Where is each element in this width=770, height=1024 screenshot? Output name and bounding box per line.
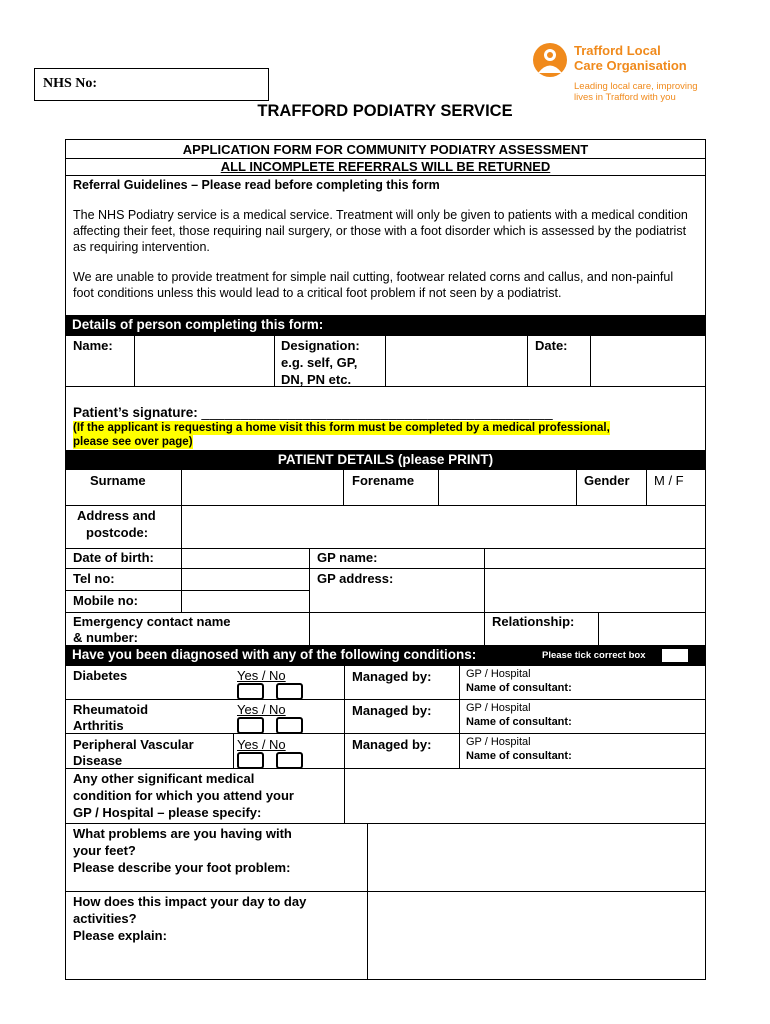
org-name-line1: Trafford Local — [574, 43, 661, 58]
patient-signature-row[interactable] — [73, 404, 553, 422]
org-tagline-line1: Leading local care, improving — [574, 81, 698, 92]
problems-label-line3: Please describe your foot problem: — [73, 860, 291, 875]
organisation-logo — [532, 40, 722, 106]
pvd-yesno-divider — [233, 733, 234, 769]
other-label-line3: GP / Hospital – please specify: — [73, 805, 262, 820]
emergency-label-cell — [65, 612, 310, 646]
guidelines-paragraph-1: The NHS Podiatry service is a medical service. Treatment will only be given to patients with a medical condition affecting their feet, those requiring nail surgery, or those with a foot disorder which is assessed by the podiatrist as requiring intervention. — [73, 208, 688, 254]
warning-divider — [65, 175, 706, 176]
ra-gp-hospital[interactable]: GP / Hospital — [466, 702, 531, 714]
patient-signature-line[interactable]: _____________________________________________ — [201, 405, 553, 420]
gender-label: Gender — [584, 473, 630, 488]
pvd-managed-divider — [344, 733, 345, 769]
foot-problems-input[interactable] — [367, 823, 706, 892]
diabetes-yes-checkbox[interactable] — [237, 683, 264, 700]
completer-section-header — [65, 315, 706, 336]
gender-options: M / F — [654, 473, 684, 488]
diabetes-managed-by-label: Managed by: — [352, 669, 432, 684]
address-label-cell — [65, 505, 182, 549]
diabetes-gp-divider — [459, 665, 460, 700]
name-label-cell — [65, 335, 135, 387]
surname-input[interactable] — [181, 469, 344, 506]
tick-note: Please tick correct box — [542, 650, 646, 661]
diabetes-yes-no: Yes / No — [237, 668, 286, 683]
completer-section-title: Details of person completing this form: — [72, 317, 324, 332]
conditions-section-header — [65, 645, 706, 666]
diabetes-no-checkbox[interactable] — [276, 683, 303, 700]
incomplete-warning: ALL INCOMPLETE REFERRALS WILL BE RETURNED — [220, 159, 551, 174]
date-label: Date: — [535, 338, 568, 353]
relationship-label: Relationship: — [492, 614, 575, 629]
surname-label-cell — [65, 469, 182, 506]
ra-consultant-label: Name of consultant: — [466, 716, 572, 728]
pvd-label-line2: Disease — [73, 753, 123, 768]
gp-address-label: GP address: — [317, 571, 394, 586]
impact-label-line3: Please explain: — [73, 928, 167, 943]
diabetes-gp-hospital[interactable]: GP / Hospital — [466, 668, 531, 680]
nhs-number-box[interactable] — [34, 68, 269, 101]
other-label-line1: Any other significant medical — [73, 771, 255, 786]
problems-label-line2: your feet? — [73, 843, 136, 858]
ra-managed-by-label: Managed by: — [352, 703, 432, 718]
emergency-label-line2: & number: — [73, 630, 138, 645]
forename-label-cell — [343, 469, 439, 506]
address-input[interactable] — [181, 505, 706, 549]
pvd-managed-by-label: Managed by: — [352, 737, 432, 752]
ra-yes-checkbox[interactable] — [237, 717, 264, 734]
ra-gp-divider — [459, 699, 460, 734]
completer-date-input[interactable] — [590, 335, 706, 387]
problems-label-line1: What problems are you having with — [73, 826, 292, 841]
dob-input[interactable] — [181, 548, 310, 569]
relationship-label-cell — [484, 612, 599, 646]
ra-managed-divider — [344, 699, 345, 734]
ra-no-checkbox[interactable] — [276, 717, 303, 734]
designation-label-line3: DN, PN etc. — [281, 372, 352, 387]
pvd-gp-divider — [459, 733, 460, 769]
patient-section-header — [65, 450, 706, 470]
gp-name-label: GP name: — [317, 550, 378, 565]
tel-label-cell — [65, 568, 182, 591]
designation-label-line2: e.g. self, GP, — [281, 355, 358, 370]
address-label-line2: postcode: — [86, 525, 149, 540]
emergency-contact-input[interactable] — [309, 612, 485, 646]
designation-label-line1: Designation: — [281, 338, 360, 353]
org-tagline-line2: lives in Trafford with you — [574, 92, 676, 103]
page-title: TRAFFORD PODIATRY SERVICE — [257, 102, 513, 120]
other-label-line2: condition for which you attend your — [73, 788, 294, 803]
conditions-section-title: Have you been diagnosed with any of the following conditions: — [72, 647, 477, 662]
diabetes-managed-divider — [344, 665, 345, 700]
org-name-line2: Care Organisation — [574, 58, 687, 73]
mobile-label: Mobile no: — [73, 593, 138, 608]
patient-section-title: PATIENT DETAILS (please PRINT) — [277, 452, 494, 467]
nhs-number-label: NHS No: — [43, 76, 98, 91]
ra-label-line1: Rheumatoid — [73, 702, 149, 717]
address-label-line1: Address and — [77, 508, 156, 523]
ra-yes-no: Yes / No — [237, 702, 286, 717]
gp-address-input[interactable] — [484, 568, 706, 613]
pvd-yes-no: Yes / No — [237, 737, 286, 752]
patient-signature-label: Patient’s signature: — [73, 405, 202, 420]
gender-label-cell — [576, 469, 647, 506]
dob-label-cell — [65, 548, 182, 569]
tel-label: Tel no: — [73, 571, 115, 586]
ra-label-line2: Arthritis — [73, 718, 124, 733]
pvd-yes-checkbox[interactable] — [237, 752, 264, 769]
date-label-cell — [527, 335, 591, 387]
pvd-no-checkbox[interactable] — [276, 752, 303, 769]
impact-input[interactable] — [367, 891, 706, 980]
diabetes-consultant-label: Name of consultant: — [466, 682, 572, 694]
mobile-label-cell — [65, 590, 182, 613]
diabetes-label: Diabetes — [73, 668, 128, 683]
tel-input[interactable] — [181, 568, 310, 591]
pvd-consultant-label: Name of consultant: — [466, 750, 572, 762]
logo-icon — [532, 42, 568, 78]
gp-name-input[interactable] — [484, 548, 706, 569]
home-visit-note-line2: please see over page) — [73, 436, 193, 448]
surname-label: Surname — [90, 473, 146, 488]
mobile-input[interactable] — [181, 590, 310, 613]
gp-address-label-cell — [309, 568, 485, 613]
form-heading: APPLICATION FORM FOR COMMUNITY PODIATRY ASSESSMENT — [182, 142, 589, 157]
impact-label-line1: How does this impact your day to day — [73, 894, 307, 909]
other-conditions-input[interactable] — [344, 768, 706, 824]
designation-input[interactable] — [385, 335, 528, 387]
forename-input[interactable] — [438, 469, 577, 506]
relationship-input[interactable] — [598, 612, 706, 646]
pvd-label-line1: Peripheral Vascular — [73, 737, 194, 752]
tick-example-box — [662, 649, 688, 662]
home-visit-note-line1: (If the applicant is requesting a home visit this form must be completed by a medical professional, — [73, 422, 610, 434]
guidelines-title: Referral Guidelines – Please read before completing this form — [73, 178, 440, 192]
dob-label: Date of birth: — [73, 550, 154, 565]
guidelines-paragraph-2: We are unable to provide treatment for simple nail cutting, footwear related corns and callus, and non-painful foot conditions unless this would lead to a critical foot problem if not seen by a podiatrist. — [73, 270, 674, 300]
gender-input[interactable] — [646, 469, 706, 506]
impact-label-line2: activities? — [73, 911, 137, 926]
completer-name-input[interactable] — [134, 335, 275, 387]
designation-label-cell — [274, 335, 386, 387]
pvd-gp-hospital[interactable]: GP / Hospital — [466, 736, 531, 748]
gp-name-label-cell — [309, 548, 485, 569]
name-label: Name: — [73, 338, 113, 353]
forename-label: Forename — [352, 473, 415, 488]
emergency-label-line1: Emergency contact name — [73, 614, 231, 629]
